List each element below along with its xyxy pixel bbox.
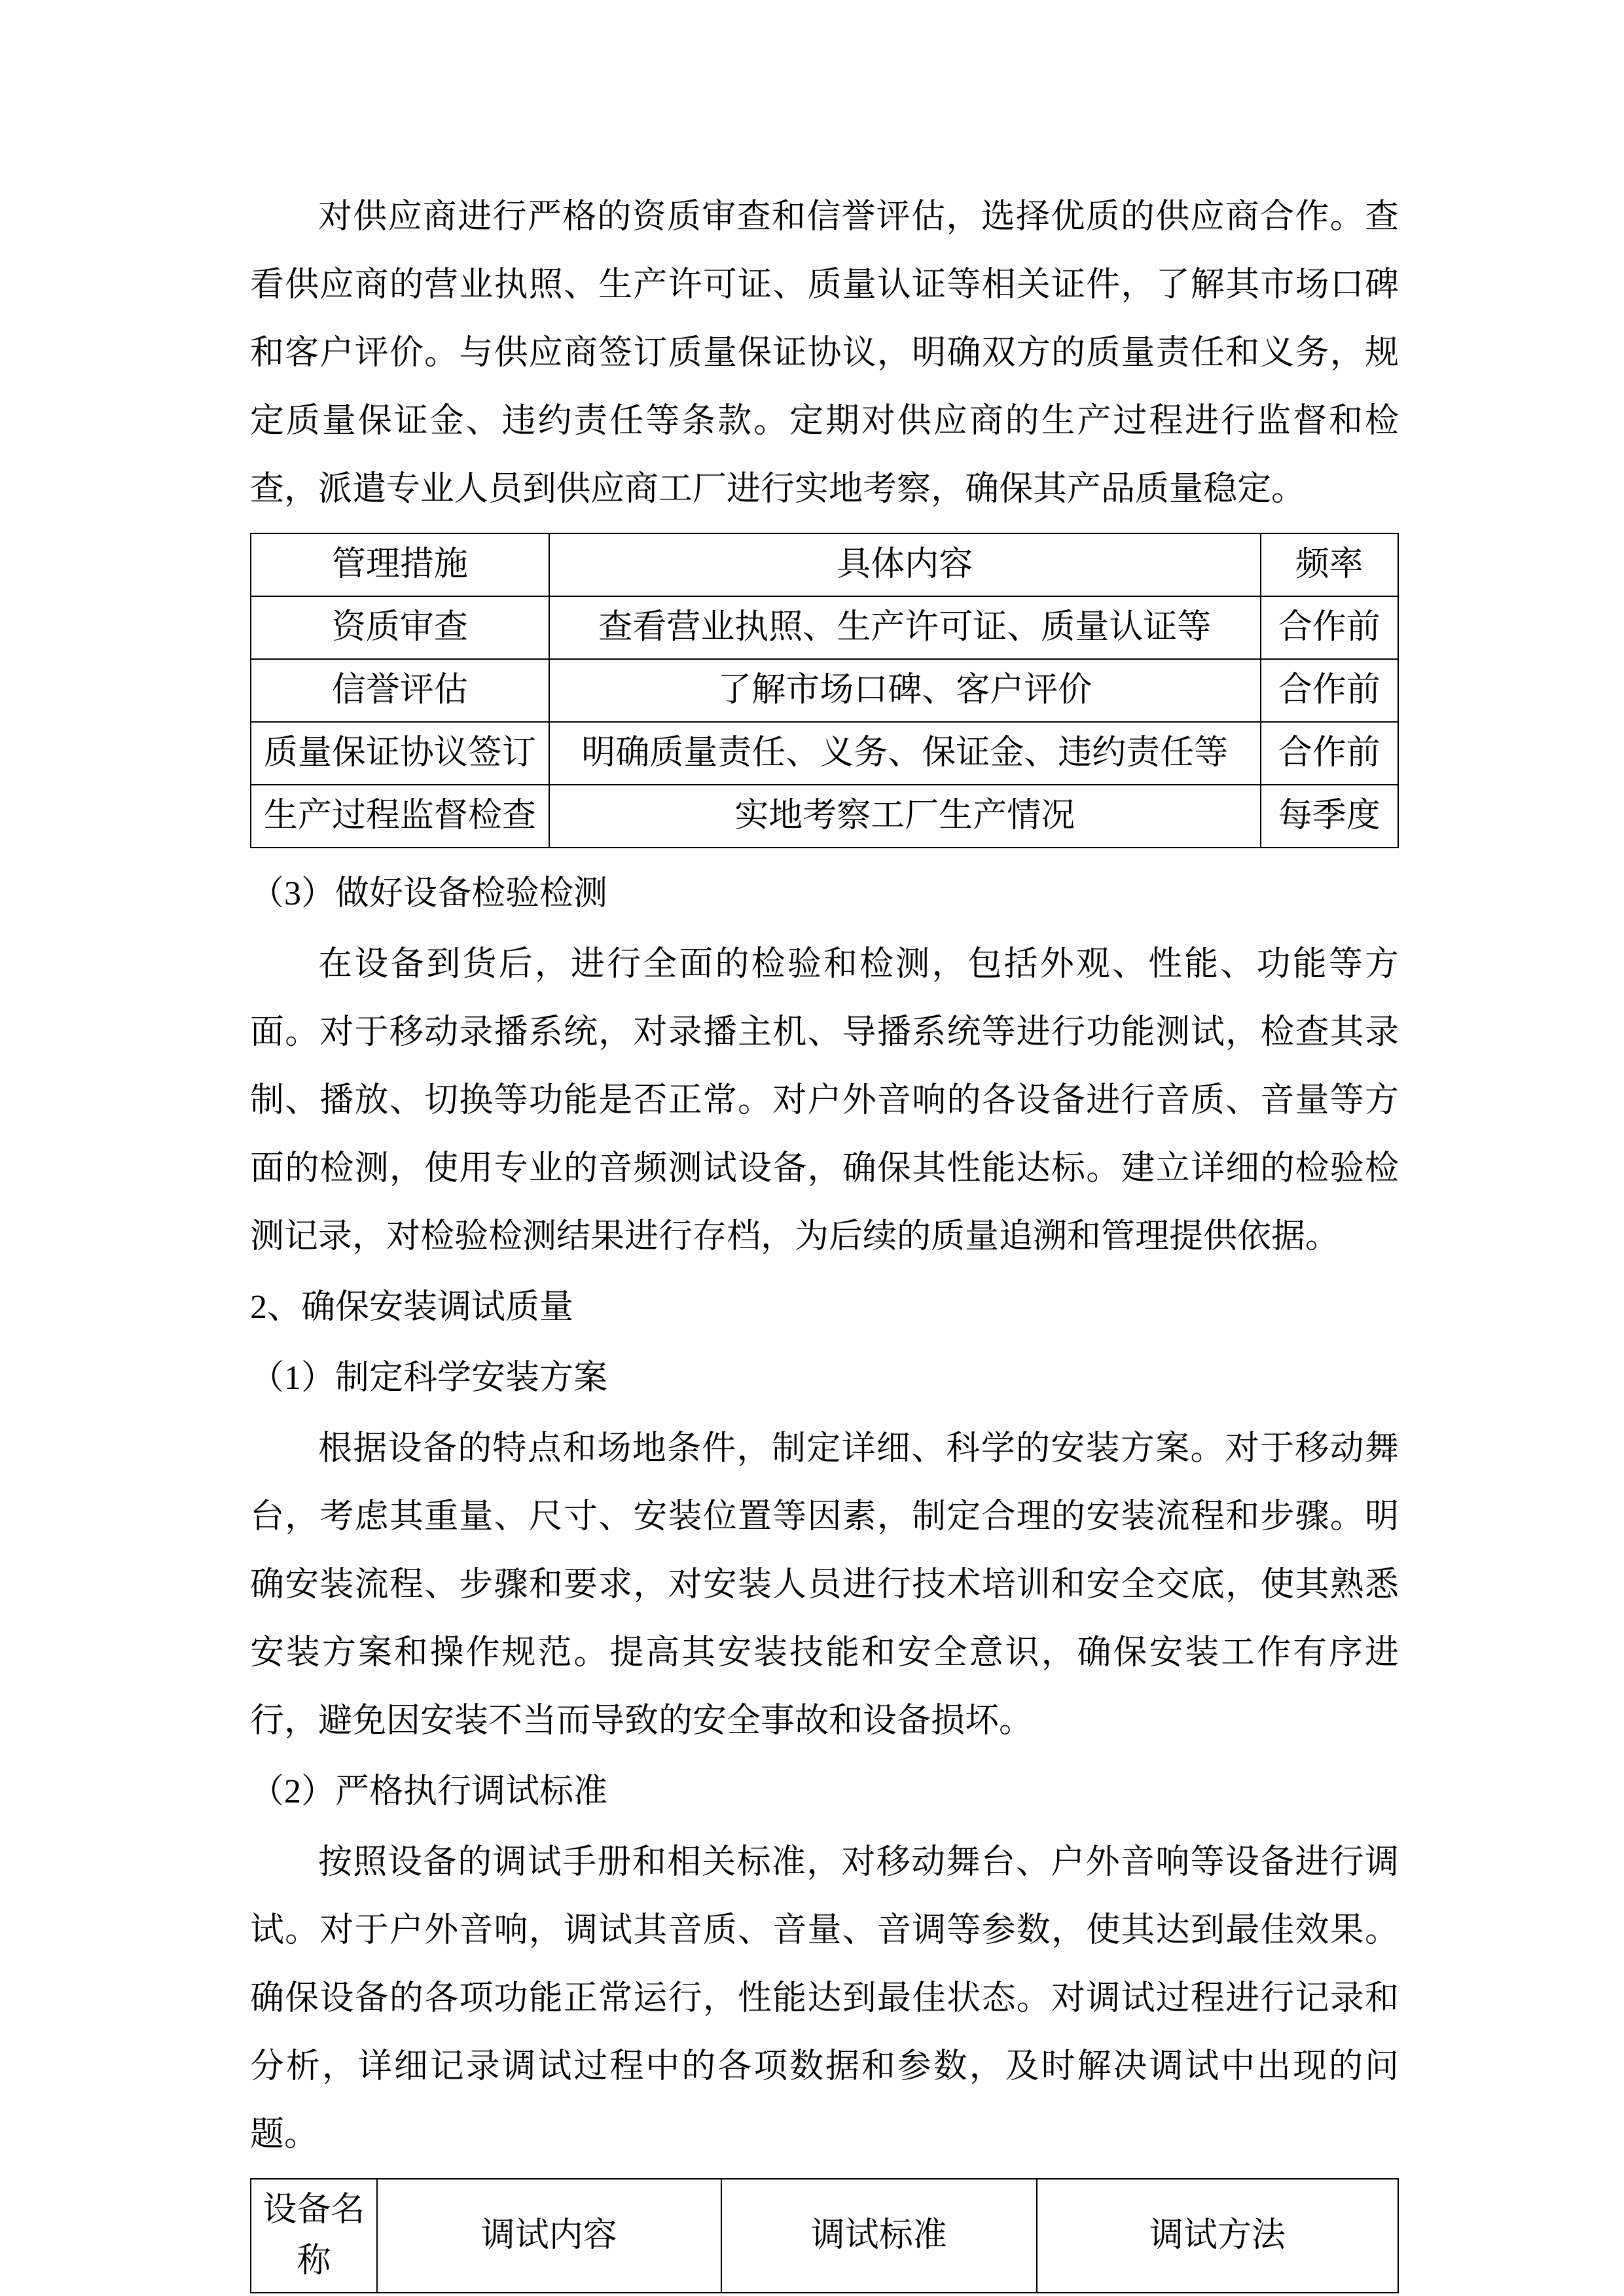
table-row [251,596,1398,659]
table-cell: 生产过程监督检查 [251,785,549,848]
table-cell: 质量保证协议签订 [251,722,549,785]
table-cell: 合作前 [1261,596,1398,659]
table-cell: 查看营业执照、生产许可证、质量认证等 [549,596,1261,659]
debug-table [250,2178,1399,2293]
table-header-cell: 设备名称 [251,2179,377,2293]
table-cell: 明确质量责任、义务、保证金、违约责任等 [549,722,1261,785]
table-cell: 资质审查 [251,596,549,659]
paragraph-inspection-detail: 在设备到货后，进行全面的检验和检测，包括外观、性能、功能等方面。对于移动录播系统，对录播主机、导播系统等进行功能测试，检查其录制、播放、切换等功能是否正常。对户外音响的各设备进行音质、音量等方面的检测，使用专业的音频测试设备，确保其性能达标。建立详细的检验检测记录，对检验检测结果进行存档，为后续的质量追溯和管理提供依据。 [250,946,1399,1255]
table-header-cell: 调试内容 [377,2179,721,2293]
table-row [251,785,1398,848]
table-cell: 信誉评估 [251,659,549,722]
table-header-cell: 频率 [1261,533,1398,596]
table-cell: 合作前 [1261,659,1398,722]
table-cell: 合作前 [1261,722,1398,785]
table-cell: 了解市场口碑、客户评价 [549,659,1261,722]
table-row [251,659,1398,722]
table-header-cell: 管理措施 [251,533,549,596]
table-header-row [251,533,1398,596]
table-header-row [251,2179,1398,2293]
heading-equipment-inspection: （3）做好设备检验检测 [250,875,608,912]
heading-section-2: 2、确保安装调试质量 [250,1289,574,1326]
table-header-cell: 调试方法 [1037,2179,1398,2293]
paragraph-install-plan-detail: 根据设备的特点和场地条件，制定详细、科学的安装方案。对于移动舞台，考虑其重量、尺寸、安装位置等因素，制定合理的安装流程和步骤。明确安装流程、步骤和要求，对安装人员进行技术培训和安全交底，使其熟悉安装方案和操作规范。提高其安装技能和安全意识，确保安装工作有序进行，避免因安装不当而导致的安全事故和设备损坏。 [250,1430,1399,1740]
supplier-management-table [250,533,1399,848]
table-header-cell: 具体内容 [549,533,1261,596]
table-cell: 实地考察工厂生产情况 [549,785,1261,848]
heading-debug-standard: （2）严格执行调试标准 [250,1773,608,1810]
paragraph-supplier-quality: 对供应商进行严格的资质审查和信誉评估，选择优质的供应商合作。查看供应商的营业执照、生产许可证、质量认证等相关证件，了解其市场口碑和客户评价。与供应商签订质量保证协议，明确双方的质量责任和义务，规定质量保证金、违约责任等条款。定期对供应商的生产过程进行监督和检查，派遣专业人员到供应商工厂进行实地考察，确保其产品质量稳定。 [250,198,1399,508]
paragraph-debug-detail: 按照设备的调试手册和相关标准，对移动舞台、户外音响等设备进行调试。对于户外音响，调试其音质、音量、音调等参数，使其达到最佳效果。确保设备的各项功能正常运行，性能达到最佳状态。对调试过程进行记录和分析，详细记录调试过程中的各项数据和参数，及时解决调试中出现的问题。 [250,1844,1399,2153]
table-header-cell: 调试标准 [721,2179,1037,2293]
heading-install-plan: （1）制定科学安装方案 [250,1359,608,1397]
table-row [251,722,1398,785]
table-cell: 每季度 [1261,785,1398,848]
